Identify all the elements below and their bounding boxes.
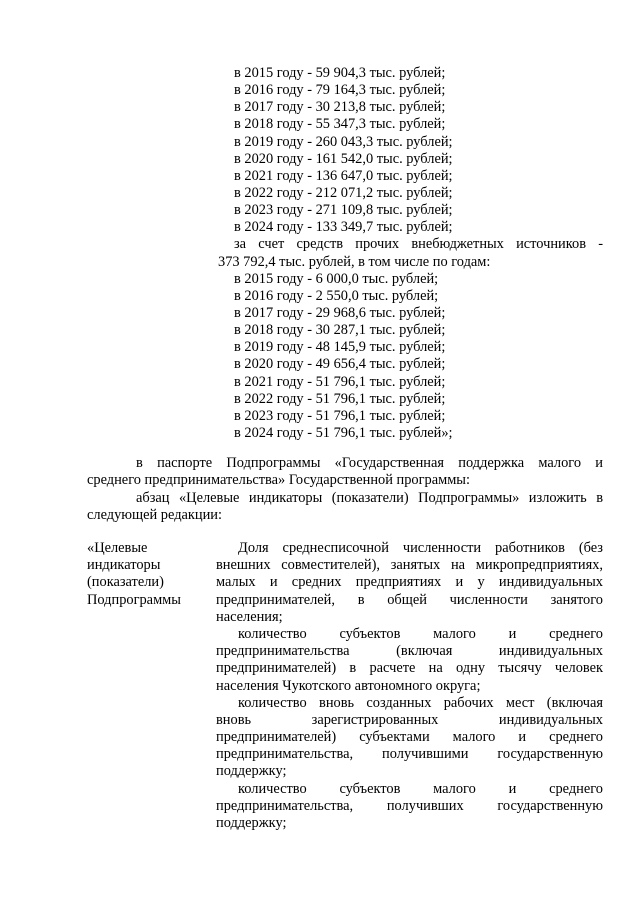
budget-year-line: в 2019 году - 260 043,3 тыс. рублей; (234, 133, 453, 150)
other-year-line: в 2015 году - 6 000,0 тыс. рублей; (234, 270, 439, 287)
budget-year-line: в 2020 году - 161 542,0 тыс. рублей; (234, 150, 453, 167)
indicator-text-line: количество вновь созданных рабочих мест (включая (238, 694, 603, 711)
indicator-text-line: Доля среднесписочной численности работников (без (238, 540, 603, 556)
indicator-text-line: предпринимателей, в общей численности занятого (216, 591, 603, 608)
indicator-text-line: предпринимательства, получивших государственную (216, 797, 603, 814)
budget-year-line: в 2021 году - 136 647,0 тыс. рублей; (234, 167, 453, 184)
other-years-list (218, 271, 603, 442)
budget-year-line: в 2022 году - 212 071,2 тыс. рублей; (234, 184, 453, 201)
other-year-line: в 2022 году - 51 796,1 тыс. рублей; (234, 390, 446, 407)
other-year-line: в 2024 году - 51 796,1 тыс. рублей»; (234, 424, 453, 441)
other-year-line: в 2016 году - 2 550,0 тыс. рублей; (234, 287, 439, 304)
amendment-paragraphs (87, 455, 603, 524)
indicators-text-column (216, 540, 603, 832)
indicator-text-line: предпринимателей) субъектами малого и среднего (216, 729, 603, 746)
passport-paragraph-line-2: среднего предпринимательства» Государственной программы: (87, 472, 470, 489)
indicator-text-line: населения; (216, 608, 283, 625)
indicators-label-line: Подпрограммы (87, 591, 181, 608)
passport-paragraph-line-1: в паспорте Подпрограммы «Государственная поддержка малого и (136, 455, 603, 471)
budget-year-line: в 2017 году - 30 213,8 тыс. рублей; (234, 99, 446, 116)
budget-year-line: в 2024 году - 133 349,7 тыс. рублей; (234, 219, 453, 236)
budget-years-list (218, 65, 603, 236)
indicator-text-line: количество субъектов малого и среднего (238, 625, 603, 642)
other-year-line: в 2020 году - 49 656,4 тыс. рублей; (234, 356, 446, 373)
other-year-line: в 2017 году - 29 968,6 тыс. рублей; (234, 304, 446, 321)
indicator-text-line: предпринимательства, получившими государственную (216, 746, 603, 763)
indicator-text-line: вновь зарегистрированных индивидуальных (216, 711, 603, 728)
abzac-paragraph-line-1: абзац «Целевые индикаторы (показатели) Подпрограммы» изложить в (136, 489, 603, 506)
indicator-text-line: предпринимателей) в расчете на одну тысячу человек (216, 660, 603, 677)
other-sources-line-1: за счет средств прочих внебюджетных источников - (234, 236, 603, 253)
indicator-text-line: поддержку; (216, 763, 287, 780)
abzac-paragraph-line-2: следующей редакции: (87, 506, 222, 523)
other-year-line: в 2021 году - 51 796,1 тыс. рублей; (234, 373, 446, 390)
indicator-text-line: малых и средних предприятиях и у индивидуальных (216, 574, 603, 591)
indicator-text-line: поддержку; (216, 815, 287, 831)
indicator-text-line: населения Чукотского автономного округа; (216, 677, 481, 694)
other-year-line: в 2019 году - 48 145,9 тыс. рублей; (234, 339, 446, 356)
budget-year-line: в 2018 году - 55 347,3 тыс. рублей; (234, 116, 446, 133)
budget-year-line: в 2015 году - 59 904,3 тыс. рублей; (234, 65, 446, 81)
indicators-label-line: индикаторы (87, 557, 161, 574)
other-sources-line-2: 373 792,4 тыс. рублей, в том числе по годам: (218, 253, 491, 270)
other-year-line: в 2018 году - 30 287,1 тыс. рублей; (234, 322, 446, 339)
budget-year-line: в 2023 году - 271 109,8 тыс. рублей; (234, 202, 453, 219)
other-year-line: в 2023 году - 51 796,1 тыс. рублей; (234, 407, 446, 424)
indicators-label-column (87, 540, 207, 609)
indicators-label-line: (показатели) (87, 574, 164, 591)
indicator-text-line: внешних совместителей), занятых на микропредприятиях, (216, 557, 603, 574)
indicator-text-line: количество субъектов малого и среднего (238, 780, 603, 797)
financing-list (218, 65, 603, 442)
budget-year-line: в 2016 году - 79 164,3 тыс. рублей; (234, 82, 446, 99)
indicators-label-line: «Целевые (87, 540, 148, 556)
indicator-text-line: предпринимательства (включая индивидуальных (216, 643, 603, 660)
